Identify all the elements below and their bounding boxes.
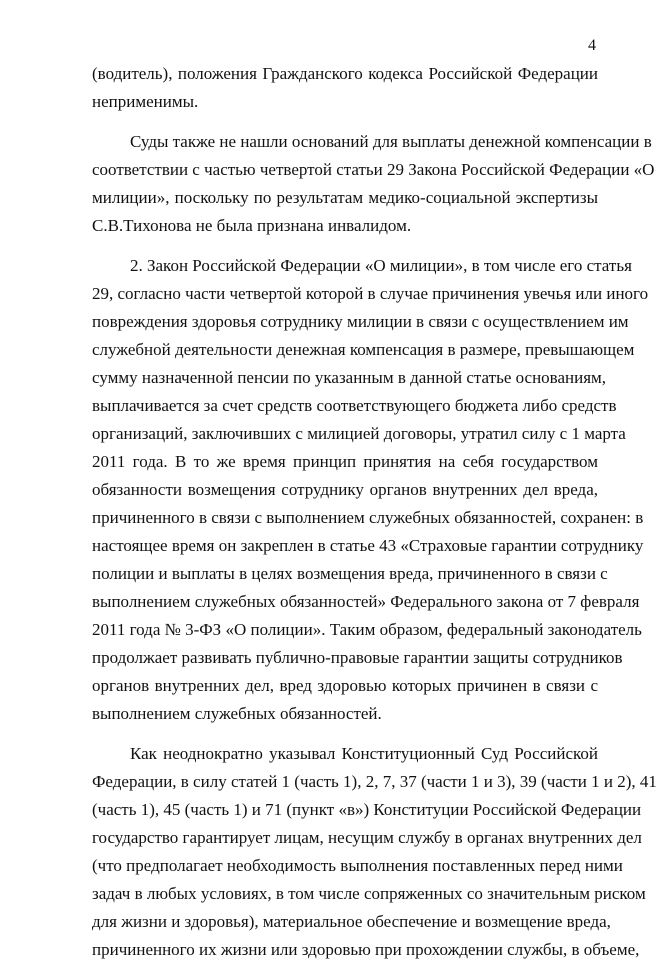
paragraph	[92, 128, 655, 240]
text-line: неприменимы.	[92, 92, 199, 111]
text-line: (что предполагает необходимость выполнения поставленных перед ними	[92, 856, 623, 875]
text-line: служебной деятельности денежная компенсация в размере, превышающем	[92, 340, 635, 359]
text-line: органов внутренних дел, вред здоровью которых причинен в связи с	[92, 676, 598, 695]
text-line: (водитель), положения Гражданского кодекса Российской Федерации	[92, 64, 598, 83]
text-line: государство гарантирует лицам, несущим службу в органах внутренних дел	[92, 828, 642, 847]
text-line: 2011 года. В то же время принцип принятия на себя государством	[92, 452, 598, 471]
text-line: продолжает развивать публично-правовые гарантии защиты сотрудников	[92, 648, 623, 667]
text-line: обязанности возмещения сотруднику органов внутренних дел вреда,	[92, 480, 598, 499]
text-line: Как неоднократно указывал Конституционный Суд Российской	[130, 744, 598, 763]
text-line: выполнением служебных обязанностей.	[92, 704, 382, 723]
text-line: причиненного в связи с выполнением служебных обязанностей, сохранен: в	[92, 508, 644, 527]
text-line: Суды также не нашли оснований для выплаты денежной компенсации в	[130, 132, 652, 151]
text-line: выполнением служебных обязанностей» Федерального закона от 7 февраля	[92, 592, 640, 611]
text-line: (часть 1), 45 (часть 1) и 71 (пункт «в») Конституции Российской Федерации	[92, 800, 642, 819]
text-line: выплачивается за счет средств соответствующего бюджета либо средств	[92, 396, 617, 415]
text-line: повреждения здоровья сотруднику милиции в связи с осуществлением им	[92, 312, 629, 331]
paragraph	[92, 740, 657, 964]
paragraph	[92, 252, 649, 728]
text-line: настоящее время он закреплен в статье 43 «Страховые гарантии сотруднику	[92, 536, 644, 555]
paragraph	[92, 60, 598, 116]
text-line: 2. Закон Российской Федерации «О милиции», в том числе его статья	[130, 256, 632, 275]
text-line: С.В.Тихонова не была признана инвалидом.	[92, 216, 412, 235]
text-line: полиции и выплаты в целях возмещения вреда, причиненного в связи с	[92, 564, 608, 583]
text-line: 2011 года № 3-ФЗ «О полиции». Таким образом, федеральный законодатель	[92, 620, 642, 639]
text-line: Федерации, в силу статей 1 (часть 1), 2, 7, 37 (части 1 и 3), 39 (части 1 и 2), 41	[92, 772, 657, 791]
text-line: причиненного их жизни или здоровью при прохождении службы, в объеме,	[92, 940, 640, 959]
text-line: милиции», поскольку по результатам медико-социальной экспертизы	[92, 188, 598, 207]
text-line: для жизни и здоровья), материальное обеспечение и возмещение вреда,	[92, 912, 611, 931]
text-line: соответствии с частью четвертой статьи 29 Закона Российской Федерации «О	[92, 160, 655, 179]
text-line: 29, согласно части четвертой которой в случае причинения увечья или иного	[92, 284, 649, 303]
document-body	[92, 60, 657, 976]
text-line: организаций, заключивших с милицией договоры, утратил силу с 1 марта	[92, 424, 626, 443]
text-line: задач в любых условиях, в том числе сопряженных со значительным риском	[92, 884, 646, 903]
text-line: сумму назначенной пенсии по указанным в данной статье основаниям,	[92, 368, 607, 387]
page-number: 4	[588, 37, 596, 54]
